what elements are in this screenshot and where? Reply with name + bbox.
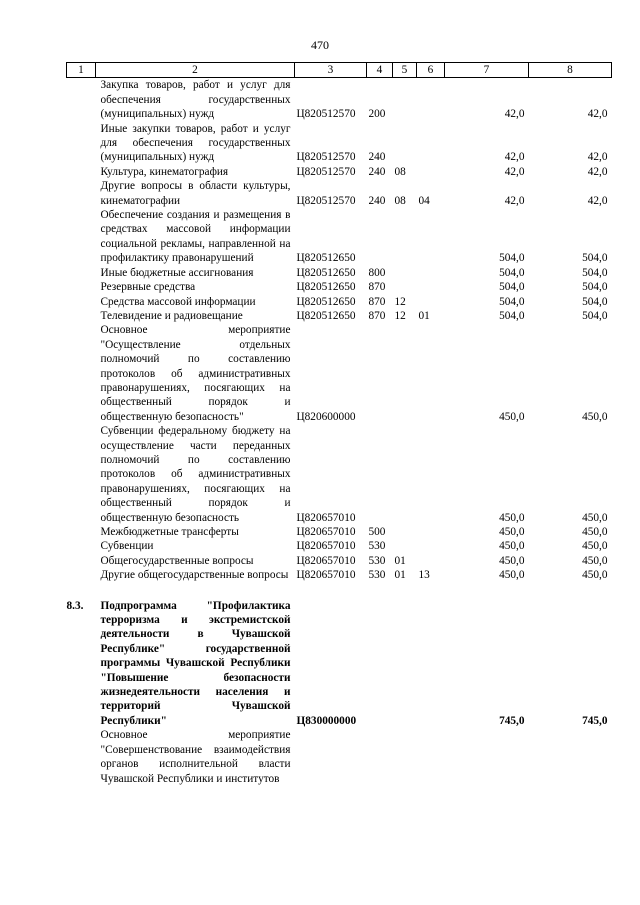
row-rz — [393, 122, 417, 165]
row-value-8: 42,0 — [587, 165, 608, 178]
row-rz: 12 — [394, 295, 406, 308]
row-name: Обеспечение создания и размещения в средствах массовой информации социальной рекламы, направленной на профилактику правонарушений — [100, 209, 291, 265]
row-vr: 240 — [368, 194, 386, 207]
row-csr: Ц820512650 — [296, 309, 356, 322]
row-spacer — [67, 583, 612, 599]
row-rz: 08 — [394, 194, 406, 207]
row-csr: Ц820512650 — [296, 281, 356, 294]
table-row — [67, 78, 612, 122]
row-csr: Ц820657010 — [296, 554, 356, 567]
row-vr: 240 — [368, 151, 386, 164]
row-value-8: 504,0 — [582, 252, 608, 265]
row-name: Субвенции — [100, 540, 154, 553]
row-csr: Ц820512570 — [296, 194, 356, 207]
header-col-3: 3 — [295, 63, 367, 78]
row-rz: 01 — [394, 554, 406, 567]
row-pr — [417, 266, 445, 280]
row-vr: 870 — [368, 309, 386, 322]
row-pr — [417, 323, 445, 424]
row-value-7: 504,0 — [499, 281, 525, 294]
row-pr — [417, 424, 445, 525]
row-value-7: 450,0 — [499, 569, 525, 582]
row-value-8: 450,0 — [582, 540, 608, 553]
table-row — [67, 179, 612, 208]
table-row — [67, 280, 612, 294]
row-vr: 530 — [368, 569, 386, 582]
row-value-7: 450,0 — [499, 526, 525, 538]
row-value-8: 504,0 — [582, 309, 608, 322]
row-rz — [393, 208, 417, 266]
row-vr: 870 — [368, 281, 386, 294]
row-value-7: 504,0 — [499, 309, 525, 322]
row-vr: 530 — [368, 554, 386, 567]
row-vr: 870 — [368, 295, 386, 308]
row-pr — [417, 208, 445, 266]
row-vr — [367, 208, 393, 266]
row-rz: 08 — [394, 165, 406, 178]
table-row — [67, 295, 612, 309]
row-pr — [417, 525, 445, 539]
row-value-7: 42,0 — [504, 194, 525, 207]
row-rz: 01 — [394, 569, 406, 582]
section-row — [67, 599, 612, 729]
table-row — [67, 122, 612, 165]
row-csr: Ц820657010 — [296, 511, 356, 524]
row-csr: Ц820512570 — [296, 165, 356, 178]
row-vr: 500 — [368, 526, 386, 538]
row-value-8: 504,0 — [582, 295, 608, 308]
table-row — [67, 165, 612, 179]
row-value-7: 42,0 — [504, 165, 525, 178]
row-name: Резервные средства — [100, 281, 196, 294]
row-csr: Ц820512570 — [296, 151, 356, 164]
row-value-8: 504,0 — [582, 281, 608, 294]
row-rz — [393, 323, 417, 424]
row-value-7: 450,0 — [499, 540, 525, 553]
table-row — [67, 568, 612, 582]
column-number-header — [67, 63, 612, 78]
row-value-8: 42,0 — [587, 194, 608, 207]
section-value-8: 745,0 — [582, 714, 608, 727]
row-rz — [393, 424, 417, 525]
row-value-8: 42,0 — [587, 151, 608, 164]
header-col-5: 5 — [393, 63, 417, 78]
row-name: Межбюджетные трансферты — [100, 526, 239, 538]
row-rz — [393, 78, 417, 122]
row-pr — [417, 295, 445, 309]
row-name: Другие общегосударственные вопросы — [100, 569, 289, 582]
row-pr: 13 — [418, 569, 430, 582]
row-pr: 01 — [418, 309, 430, 322]
row-value-7: 450,0 — [499, 410, 525, 423]
row-name: Субвенции федеральному бюджету на осуществление части переданных полномочий по составлению протоколов об административных правонарушениях, посягающих на общественный порядок и общественную безопасность — [100, 425, 291, 524]
row-csr: Ц820657010 — [296, 569, 356, 582]
row-value-7: 42,0 — [504, 151, 525, 164]
row-value-7: 450,0 — [499, 511, 525, 524]
row-rz — [393, 280, 417, 294]
header-col-8: 8 — [529, 63, 612, 78]
row-value-7: 504,0 — [499, 266, 525, 279]
row-pr — [417, 280, 445, 294]
row-vr — [367, 323, 393, 424]
row-name: Закупка товаров, работ и услуг для обеспечения государственных (муниципальных) нужд — [100, 79, 291, 121]
section-name: Подпрограмма "Профилактика терроризма и экстремистской деятельности в Чувашской Республике" государственной программы Чувашской Республики "Повышение безопасности жизнедеятельности населения и территорий Чувашской Республики" — [100, 599, 291, 727]
row-csr: Ц820512570 — [296, 108, 356, 121]
row-csr: Ц820600000 — [296, 410, 356, 423]
row-name: Средства массовой информации — [100, 295, 256, 308]
row-pr — [417, 122, 445, 165]
row-rz — [393, 525, 417, 539]
header-col-1: 1 — [67, 63, 96, 78]
table-row — [67, 525, 612, 539]
row-name: Основное мероприятие "Осуществление отдельных полномочий по составлению протоколов об административных правонарушениях, посягающих на общественный порядок и общественную безопасность" — [100, 324, 291, 423]
row-name: Иные закупки товаров, работ и услуг для обеспечения государственных (муниципальных) нужд — [100, 122, 291, 164]
header-col-6: 6 — [417, 63, 445, 78]
row-value-7: 42,0 — [504, 108, 525, 121]
page-number: 470 — [311, 38, 329, 52]
row-value-8: 450,0 — [582, 554, 608, 567]
row-rz — [393, 539, 417, 553]
row-name: Основное мероприятие "Совершенствование взаимодействия органов исполнительной власти Чувашской Республики и институтов — [100, 729, 291, 785]
row-vr — [367, 424, 393, 525]
table-row — [67, 424, 612, 525]
row-pr — [417, 554, 445, 568]
table-row — [67, 539, 612, 553]
table-row — [67, 266, 612, 280]
row-csr: Ц820512650 — [296, 295, 356, 308]
row-name: Иные бюджетные ассигнования — [100, 266, 254, 279]
table-row-continued — [67, 728, 612, 786]
row-value-7: 504,0 — [499, 252, 525, 265]
row-csr: Ц820512650 — [296, 266, 356, 279]
header-col-4: 4 — [367, 63, 393, 78]
budget-table — [66, 62, 612, 786]
table-row — [67, 309, 612, 323]
row-pr: 04 — [418, 194, 430, 207]
row-csr: Ц820657010 — [296, 540, 356, 553]
row-value-7: 504,0 — [499, 295, 525, 308]
row-pr — [417, 78, 445, 122]
table-row — [67, 554, 612, 568]
row-vr: 800 — [368, 266, 386, 279]
row-name: Другие вопросы в области культуры, кинематографии — [100, 180, 291, 207]
header-col-2: 2 — [96, 63, 295, 78]
row-name: Телевидение и радиовещание — [100, 309, 243, 322]
row-vr: 530 — [368, 540, 386, 553]
row-pr — [417, 165, 445, 179]
row-name: Культура, кинематография — [100, 165, 229, 178]
row-name: Общегосударственные вопросы — [100, 554, 254, 567]
header-col-7: 7 — [445, 63, 529, 78]
row-value-8: 450,0 — [582, 511, 608, 524]
row-value-8: 504,0 — [582, 266, 608, 279]
row-value-7: 450,0 — [499, 554, 525, 567]
row-vr: 200 — [368, 108, 386, 121]
section-number: 8.3. — [66, 599, 84, 612]
row-value-8: 42,0 — [587, 108, 608, 121]
table-row — [67, 208, 612, 266]
section-csr: Ц830000000 — [296, 714, 357, 727]
row-pr — [417, 539, 445, 553]
row-csr: Ц820512650 — [296, 252, 356, 265]
row-value-8: 450,0 — [582, 569, 608, 582]
table-row — [67, 323, 612, 424]
row-value-8: 450,0 — [582, 526, 608, 538]
row-vr: 240 — [368, 165, 386, 178]
row-csr: Ц820657010 — [296, 526, 356, 538]
row-rz: 12 — [394, 309, 406, 322]
row-value-8: 450,0 — [582, 410, 608, 423]
row-rz — [393, 266, 417, 280]
section-value-7: 745,0 — [499, 714, 525, 727]
